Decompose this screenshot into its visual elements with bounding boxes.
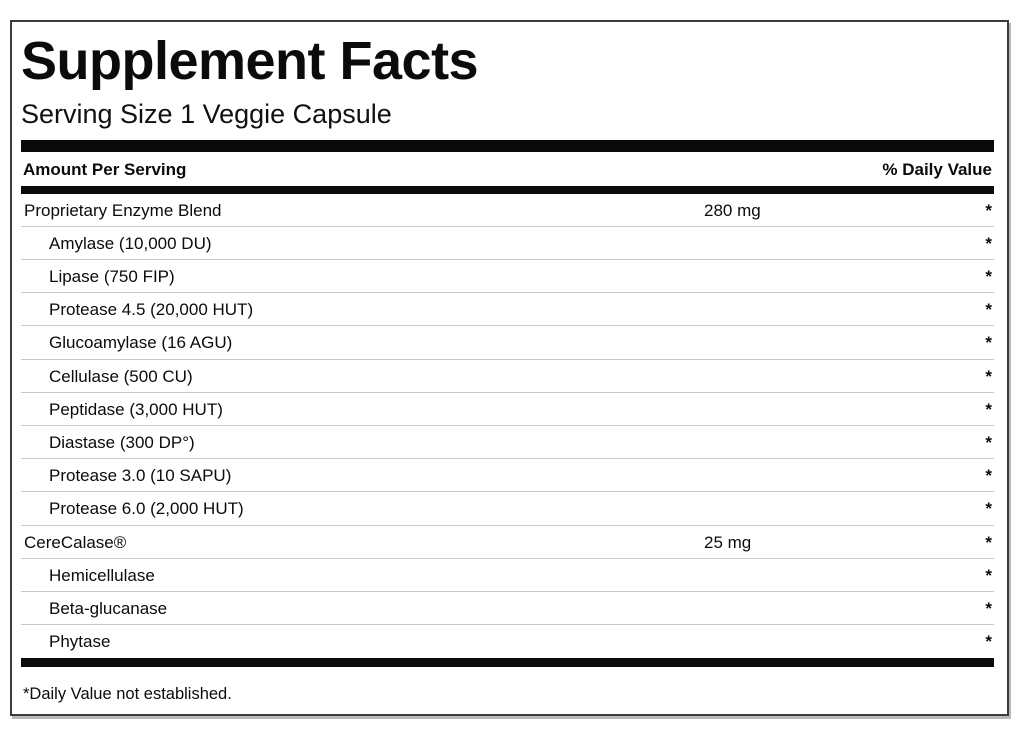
supplement-facts-panel xyxy=(10,20,1009,716)
ingredient-daily-value: * xyxy=(985,499,992,519)
ingredient-name: Cellulase (500 CU) xyxy=(49,366,193,386)
ingredient-name: Amylase (10,000 DU) xyxy=(49,233,212,253)
table-row xyxy=(21,393,994,426)
table-row xyxy=(21,492,994,525)
ingredient-daily-value: * xyxy=(985,233,992,253)
table-row xyxy=(21,227,994,260)
ingredient-amount: 280 mg xyxy=(704,200,761,220)
ingredient-daily-value: * xyxy=(985,333,992,353)
amount-per-serving-label: Amount Per Serving xyxy=(23,159,187,179)
table-row xyxy=(21,459,994,492)
divider-bar-thick xyxy=(21,140,994,152)
ingredient-name: Peptidase (3,000 HUT) xyxy=(49,399,223,419)
table-row xyxy=(21,526,994,559)
ingredient-name: CereCalase® xyxy=(24,532,127,552)
daily-value-footnote: *Daily Value not established. xyxy=(23,685,232,704)
panel-title: Supplement Facts xyxy=(21,31,479,91)
table-header xyxy=(21,152,994,186)
ingredient-name: Beta-glucanase xyxy=(49,598,168,618)
table-row xyxy=(21,360,994,393)
table-row xyxy=(21,194,994,227)
ingredient-name: Protease 4.5 (20,000 HUT) xyxy=(49,300,254,320)
ingredient-name: Diastase (300 DP°) xyxy=(49,433,195,452)
ingredient-daily-value: * xyxy=(985,366,992,386)
table-row xyxy=(21,426,994,459)
ingredient-daily-value: * xyxy=(985,565,992,585)
ingredient-daily-value: * xyxy=(985,399,992,419)
table-row xyxy=(21,625,994,658)
ingredient-name: Proprietary Enzyme Blend xyxy=(24,200,222,220)
table-row xyxy=(21,559,994,592)
ingredient-name: Protease 3.0 (10 SAPU) xyxy=(49,466,232,486)
table-row xyxy=(21,326,994,359)
divider-bar-bottom xyxy=(21,658,994,667)
ingredient-daily-value: * xyxy=(985,598,992,618)
ingredient-daily-value: * xyxy=(985,200,992,220)
divider-bar-medium xyxy=(21,186,994,194)
table-row xyxy=(21,260,994,293)
ingredient-amount: 25 mg xyxy=(704,532,752,552)
daily-value-label: % Daily Value xyxy=(882,159,992,179)
ingredient-daily-value: * xyxy=(985,632,992,652)
ingredient-daily-value: * xyxy=(985,433,992,452)
table-row xyxy=(21,293,994,326)
ingredient-daily-value: * xyxy=(985,300,992,320)
ingredient-daily-value: * xyxy=(985,532,992,552)
serving-size: Serving Size 1 Veggie Capsule xyxy=(21,99,392,129)
ingredient-name: Lipase (750 FIP) xyxy=(49,267,175,287)
ingredient-name: Protease 6.0 (2,000 HUT) xyxy=(49,499,244,519)
ingredient-name: Hemicellulase xyxy=(49,565,155,585)
ingredient-daily-value: * xyxy=(985,466,992,486)
ingredient-name: Glucoamylase (16 AGU) xyxy=(49,333,233,353)
ingredient-table xyxy=(21,194,994,659)
ingredient-name: Phytase xyxy=(49,632,111,652)
table-row xyxy=(21,592,994,625)
ingredient-daily-value: * xyxy=(985,267,992,287)
